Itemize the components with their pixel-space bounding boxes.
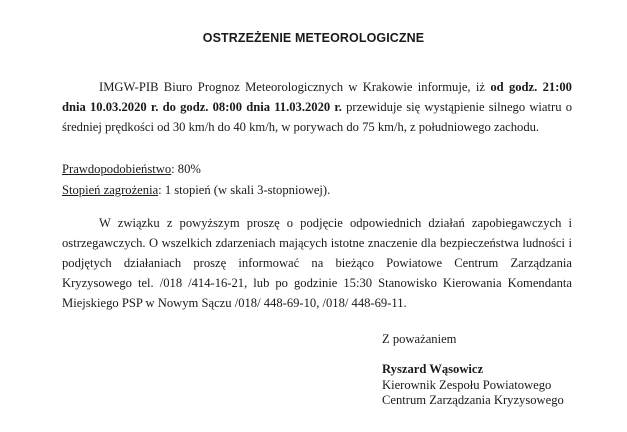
warning-intro-text: IMGW-PIB Biuro Prognoz Meteorologicznych w Krakowie informuje, iż bbox=[99, 80, 491, 94]
instructions-paragraph: W związku z powyższym proszę o podjęcie odpowiednich działań zapobiegawczych i ostrzegawczych. O wszelkich zdarzeniach mających istotne znaczenie dla bezpieczeństwa ludności i podjętych działaniach proszę informować na bieżąco Powiatowe Centrum Zarządzania Kryzysowego tel. /018 /414-16-21, lub po godzinie 15:30 Stanowisko Kierowania Komendanta Miejskiego PSP w Nowym Sączu /018/ 448-69-10, /018/ 448-69-11. bbox=[62, 216, 572, 310]
probability-value: : 80% bbox=[171, 162, 201, 176]
warning-paragraph bbox=[62, 77, 572, 137]
warning-details-text: przewiduje się wystąpienie silnego wiatru o średniej prędkości od 30 km/h do 40 km/h, w porywach do 75 km/h, z południowego zachodu. bbox=[62, 100, 572, 134]
document-title: OSTRZEŻENIE METEOROLOGICZNE bbox=[202, 31, 425, 45]
signatory-role-line1: Kierownik Zespołu Powiatowego bbox=[382, 377, 552, 392]
signature-block bbox=[382, 362, 564, 409]
threat-level-value: : 1 stopień (w skali 3-stopniowej). bbox=[158, 183, 331, 197]
probability-label: Prawdopodobieństwo bbox=[62, 162, 172, 176]
signatory-name: Ryszard Wąsowicz bbox=[382, 362, 484, 376]
warning-period-text: od godz. 21:00 dnia 10.03.2020 r. do godz. 08:00 dnia 11.03.2020 r. bbox=[62, 80, 572, 114]
threat-level-label: Stopień zagrożenia bbox=[62, 183, 159, 197]
closing-text: Z poważaniem bbox=[382, 332, 457, 346]
threat-level-line bbox=[62, 180, 572, 200]
signatory-role-line2: Centrum Zarządzania Kryzysowego bbox=[382, 393, 564, 407]
probability-line bbox=[62, 159, 572, 179]
